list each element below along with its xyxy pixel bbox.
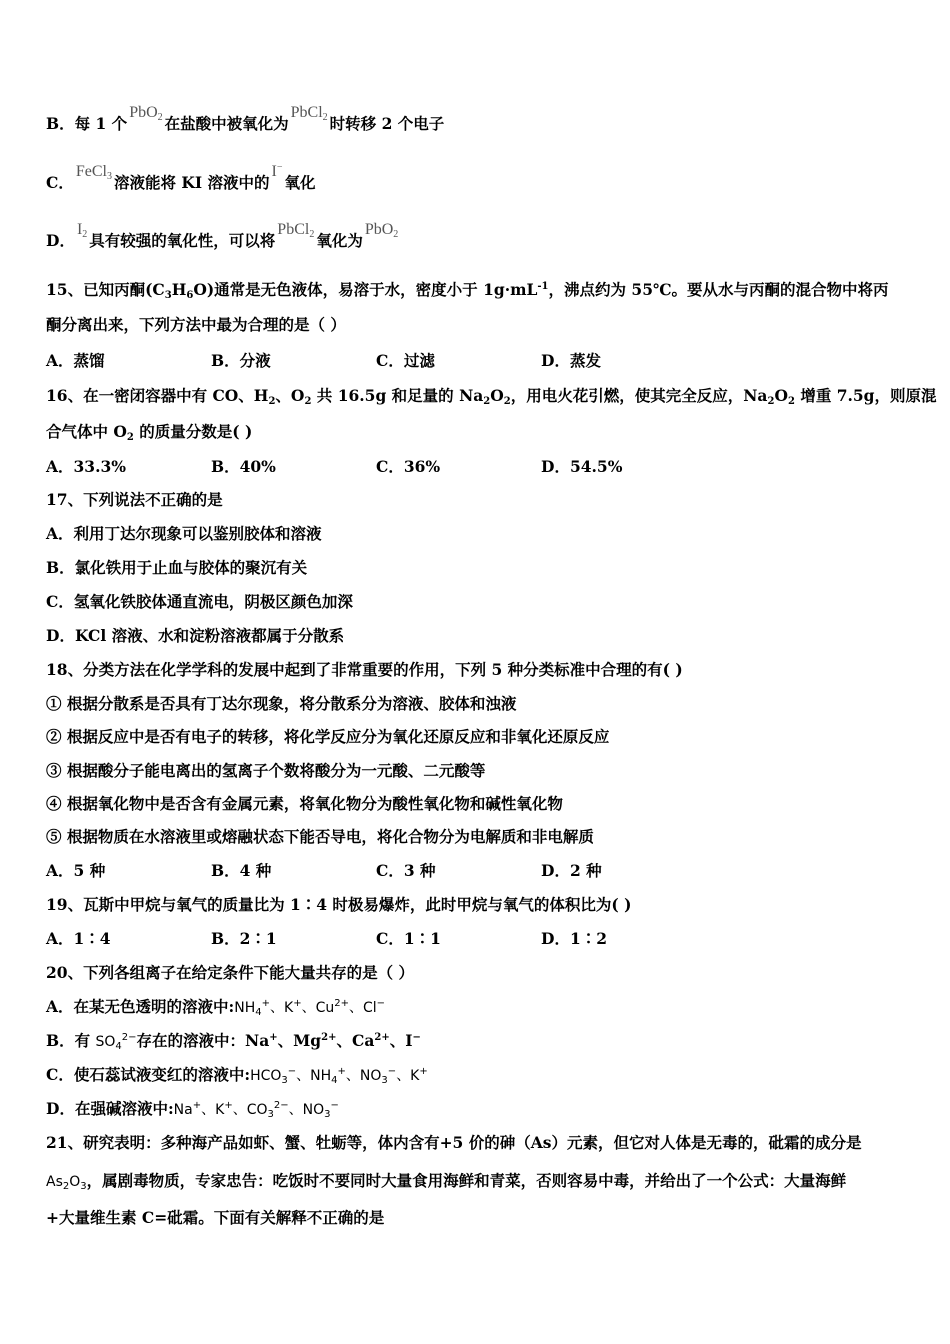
formula-pbcl2: PbCl$_2$ — [290, 104, 328, 123]
q18-option-b: B．4 种 — [211, 861, 272, 880]
q17-stem: 17、下列说法不正确的是 — [46, 490, 223, 509]
q15-stem-line2: 酮分离出来，下列方法中最为合理的是（ ） — [46, 315, 346, 334]
q19-stem: 19、瓦斯中甲烷与氧气的质量比为 1∶4 时极易爆炸，此时甲烷与氧气的体积比为( ) — [46, 895, 632, 914]
q18-item-1: ① 根据分散系是否具有丁达尔现象，将分散系分为溶液、胶体和浊液 — [46, 694, 517, 713]
q17-option-a: A．利用丁达尔现象可以鉴别胶体和溶液 — [46, 524, 322, 543]
q15-option-a: A．蒸馏 — [46, 351, 105, 370]
q18-option-a: A．5 种 — [46, 861, 106, 880]
formula-fecl3: FeCl$_3$ — [75, 163, 112, 182]
q17-option-c: C．氢氧化铁胶体通直流电，阴极区颜色加深 — [46, 592, 353, 611]
q18-option-c: C．3 种 — [376, 861, 436, 880]
q18-stem: 18、分类方法在化学学科的发展中起到了非常重要的作用，下列 5 种分类标准中合理的有( ) — [46, 660, 683, 679]
q21-stem-line3: +大量维生素 C=砒霜。下面有关解释不正确的是 — [46, 1208, 385, 1227]
formula-pbo2: PbO$_2$ — [364, 221, 399, 240]
q16-option-d: D．54.5% — [541, 457, 623, 476]
formula-pbcl2: PbCl$_2$ — [277, 221, 315, 240]
q15-stem-line1: 15、已知丙酮$(C_3H_6O)$通常是无色液体，易溶于水，密度小于 $1g\cdot mL^{-1}$，沸点约为 55℃。要从水与丙酮的混合物中将丙 — [46, 280, 889, 301]
q18-item-3: ③ 根据酸分子能电离出的氢离子个数将酸分为一元酸、二元酸等 — [46, 761, 486, 780]
q17-option-b: B．氯化铁用于止血与胶体的聚沉有关 — [46, 558, 308, 577]
q19-option-d: D．1∶2 — [541, 929, 608, 948]
q14-option-c: C．FeCl$_3$ 溶液能将 KI 溶液中的I−氧化 — [46, 162, 316, 192]
formula-i2: $I_2$ — [76, 221, 88, 240]
q15-option-c: C．过滤 — [376, 351, 435, 370]
q20-option-a: A．在某无色透明的溶液中$:NH_4^+$、K+、$Cu^{2+}$、Cl− — [46, 997, 386, 1018]
q16-stem-line1: 16、在一密闭容器中有 CO、$H_2$、$O_2$ 共 16.5g 和足量的 $Na_2O_2$，用电火花引燃，使其完全反应，$Na_2O_2$ 增重 7.5g，则原混 — [46, 386, 937, 407]
q18-item-4: ④ 根据氧化物中是否含有金属元素，将氧化物分为酸性氧化物和碱性氧化物 — [46, 794, 563, 813]
q18-item-5: ⑤ 根据物质在水溶液里或熔融状态下能否导电，将化合物分为电解质和非电解质 — [46, 827, 594, 846]
formula-iodide: I− — [271, 162, 283, 180]
q16-option-c: C．36% — [376, 457, 441, 476]
q21-stem-line2: $As_2O_3$，属剧毒物质，专家忠告：吃饭时不要同时大量食用海鲜和青菜，否则容易中毒，并给出了一个公式：大量海鲜 — [46, 1171, 847, 1192]
q21-stem-line1: 21、研究表明：多种海产品如虾、蟹、牡蛎等，体内含有+5 价的砷（As）元素，但它对人体是无毒的，砒霜的成分是 — [46, 1133, 862, 1152]
q15-option-b: B．分液 — [211, 351, 271, 370]
q20-option-b: B．有 $SO_4^{2-}$存在的溶液中：Na+、$Mg^{2+}$、$Ca^{2+}$、I− — [46, 1031, 421, 1052]
q18-item-2: ② 根据反应中是否有电子的转移，将化学反应分为氧化还原反应和非氧化还原反应 — [46, 727, 610, 746]
q14-option-b: B．每 1 个PbO$_2$ 在盐酸中被氧化为PbCl$_2$ 时转移 2 个电子 — [46, 104, 445, 133]
formula-pbo2: PbO$_2$ — [129, 104, 163, 123]
q15-option-d: D．蒸发 — [541, 351, 601, 370]
q16-option-b: B．40% — [211, 457, 276, 476]
q19-option-a: A．1∶4 — [46, 929, 111, 948]
q14-option-d: D．$I_2$ 具有较强的氧化性，可以将PbCl$_2$ 氧化为PbO$_2$ — [46, 221, 399, 250]
q20-option-d: D．在强碱溶液中:Na+、K+、$CO_3^{2-}$、$NO_3^-$ — [46, 1099, 339, 1120]
q18-option-d: D．2 种 — [541, 861, 602, 880]
q19-option-b: B．2∶1 — [211, 929, 277, 948]
q19-option-c: C．1∶1 — [376, 929, 441, 948]
q20-stem: 20、下列各组离子在给定条件下能大量共存的是（ ） — [46, 963, 414, 982]
q20-option-c: C．使石蕊试液变红的溶液中$:HCO_3^-$、$NH_4^+$、$NO_3^-$、K+ — [46, 1065, 428, 1086]
q16-stem-line2: 合气体中 $O_2$ 的质量分数是( ) — [46, 422, 253, 443]
q16-option-a: A．33.3% — [46, 457, 127, 476]
q17-option-d: D．KCl 溶液、水和淀粉溶液都属于分散系 — [46, 626, 345, 645]
